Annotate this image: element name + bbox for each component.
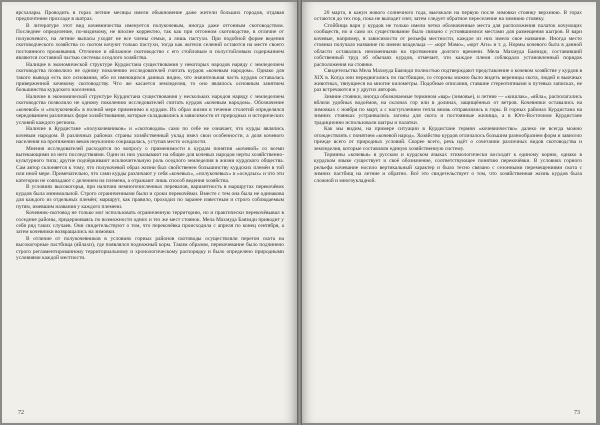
paragraph: В отличие от полукочевников в условиях горных районов скотоводы осуществляли перегон скота на высокогорные пастбища (яйлахи), где появлялся подножный корм. Таким образом, перекочевание было подчинено строго регламентированному территориальному и хронологическому распорядку и было определено природными условиями каждой местности.: [16, 235, 284, 262]
paragraph: Зимние стоянки, иногда обозначаемые термином «вар» (зимовье), и летние — «кишлак», «яйла», располагались вблизи удобных водоёмов, на склонах гор или в долинах, защищённых от ветров. Кочевники оставались на зимовках с ноября по март, а с наступлением тепла вновь отправлялись в горы. В горных районах Курдистана на зимних стоянках устраивались загоны для скота и постоянные жилища, а в Юго-Восточном Курдистане традиционно использовали шатры и палатки.: [314, 93, 582, 126]
paragraph: Стойбища вари у курдов не только имели четко обозначенные места для расположения палаток кочующих сообществ, но и само их существование было связано с устоявшимися местами для размещения шатров. В вари кочевые, например, в зависимости от рельефа местности, каждое из них имело свое название. Иногда место стоянки получало название по имени владельца — «юрт Мамо», «юрт Аги» и т. д. Нормы кочевого быта в данной области оставались неизменными на протяжении долгого времени. Мела Махмуда Баязиди, составивший собственный труд об обычаях курдов, отмечает, что каждое племя соблюдало установленный порядок расположения на стоянке.: [314, 22, 582, 68]
page-number-left: 72: [18, 410, 24, 416]
left-page: [2, 2, 298, 423]
paragraph: Свидетельства Мела Махмуда Баязиди полностью подтверждают представление о кочевом хозяйстве у курдов в XIX в. Когда они передвигались по пастбищам, со стороны можно было видеть вереницы скота, людей и вьючных животных, тянущиеся на многие километры. Подобные описания, ставшие стереотипными в путевых записках, не раз встречаются и у других авторов.: [314, 68, 582, 94]
page-number-right: 73: [574, 410, 580, 416]
paragraph: Наличие в экономической структуре Курдистана существования у нескольких народов наряду с земледелием скотоводства позволило не одному поколению исследователей считать курдов «кочевым народом». Обозначение «кочевой» и «полукочевой» в полной мере применимо к курдам. Их образ жизни в течение столетий определялся чередованием различных форм хозяйствования, которые складывались в зависимости от природных и исторических условий каждого региона.: [16, 93, 284, 126]
paragraph: ярсхалары. Проводить в горах летние месяцы имели обыкновение даже жители больших городов, отдавая предпочтение прохладе в шатрах.: [16, 10, 284, 23]
right-page: [300, 2, 596, 423]
right-page-text: [314, 10, 582, 184]
paragraph: Наличие в Курдистане «полукочевников» и «скотоводов» само по себе не означает, что курды являлись кочевым народом. В различных районах страны хозяйственный уклад имел свои особенности, а доля кочевого населения на протяжении веков неуклонно сокращалась, уступая место оседлости.: [16, 126, 284, 146]
paragraph: Как мы видим, на примере ситуации в Курдистане термин «кочевничество» далеко не всегда можно отождествлять с понятием «кочевой народ». Хозяйство курдов отличалось большим разнообразием форм и зависело прежде всего от природных условий. Скорее всего, речь идёт о сочетании различных видов скотоводства и земледелия, которые составляли единую хозяйственную систему.: [314, 126, 582, 152]
paragraph: Мнения исследователей расходятся по вопросу о применимости к курдам понятия «кочевой» со всеми вытекающими из него последствиями. Одни из них указывают на общие для кочевых народов черты хозяйственно-культурного типа; другие подчёркивают исключительную роль оседлого земледелия в жизни курдского общества. Сам автор склоняется к тому, что полукочевой образ жизни был свойственен большинству курдских племён в той или иной мере. Примечательно, что сами курды различают у себя «кочевых», «полукочевых» и «оседлых» и что эти категории не совпадают с делением на племена, а отражают лишь способ ведения хозяйства.: [16, 145, 284, 184]
paragraph: 20 марта, в канун нового солнечного года, выезжали на первую после зимовки стоянку верхнюю. В горах остаются до тех пор, пока не выпадет снег, затем следует обратное переселение на зимнюю стоянку.: [314, 10, 582, 23]
paragraph: Кочевник-скотовод не только мог использовать ограниченную территорию, но и практически перекочёвывал в соседние районы, придерживаясь по возможности одних и тех же мест стоянок. Мела Махмуда Баязиди приводит у себя ряд таких случаев. Они свидетельствуют о том, что перекочёвка происходила с апреля по конец сентября, а затем кочевники возвращались на зимовки.: [16, 210, 284, 236]
paragraph: В условиях высокогорья, при наличии немногочисленных перевалов, вариантность в маршрутах перекочёвок курдов была минимальной. Строго ограниченными были и сроки перекочёвки. Вместе с тем она была не одинакова для каждого из отдельных племён; маршрут, как правило, проходил по заранее известным и строго соблюдаемым путям, имевшим названия у каждого племени.: [16, 184, 284, 210]
left-page-text: [16, 10, 284, 262]
paragraph: В литературе этот вид кочевничества именуется полукочевым, иногда даже отгонным скотоводством. Последнее определение, по-видимому, не вполне корректно, так как при отгонном скотоводстве, в отличие от полукочевого, на летние выпасы уходят не все члены семьи, а лишь пастухи. При подобной форме ведения скотоводческого хозяйства со скотом кочуют только пастухи, тогда как жители селений остаются на месте своего постоянного проживания. Отгонное и яйлажное скотоводство с его стойловым и полустойловым содержанием являются составной частью системы оседлого хозяйства.: [16, 22, 284, 62]
paragraph: Налицие в экономической структуре Курдистана существования у некоторых народов наряду с земледелием скотоводства позволило не одному поколению исследователей считать курдов «кочевым народом». Однако для такого вывода есть все основания, ибо из имеющихся данных видно, что значительная часть курдов оставалась приверженной кочевому скотоводству. Что же касается земледелия, то оно являлось основным занятием большинства курдского населения.: [16, 61, 284, 94]
book-gutter: [297, 0, 302, 425]
paragraph: Термины «кочевья» в русском и курдском языках этимологически восходят к единому корню, однако в курдском языке существует и своё обозначение, соответствующее понятию перекочёвки. В условиях горного рельефа кочевание носило вертикальный характер и было тесно связано с сезонными перемещениями скота с зимних пастбищ на летние и обратно. Всё это свидетельствует о том, что хозяйственная жизнь курдов была сложной и многоукладной.: [314, 151, 582, 184]
